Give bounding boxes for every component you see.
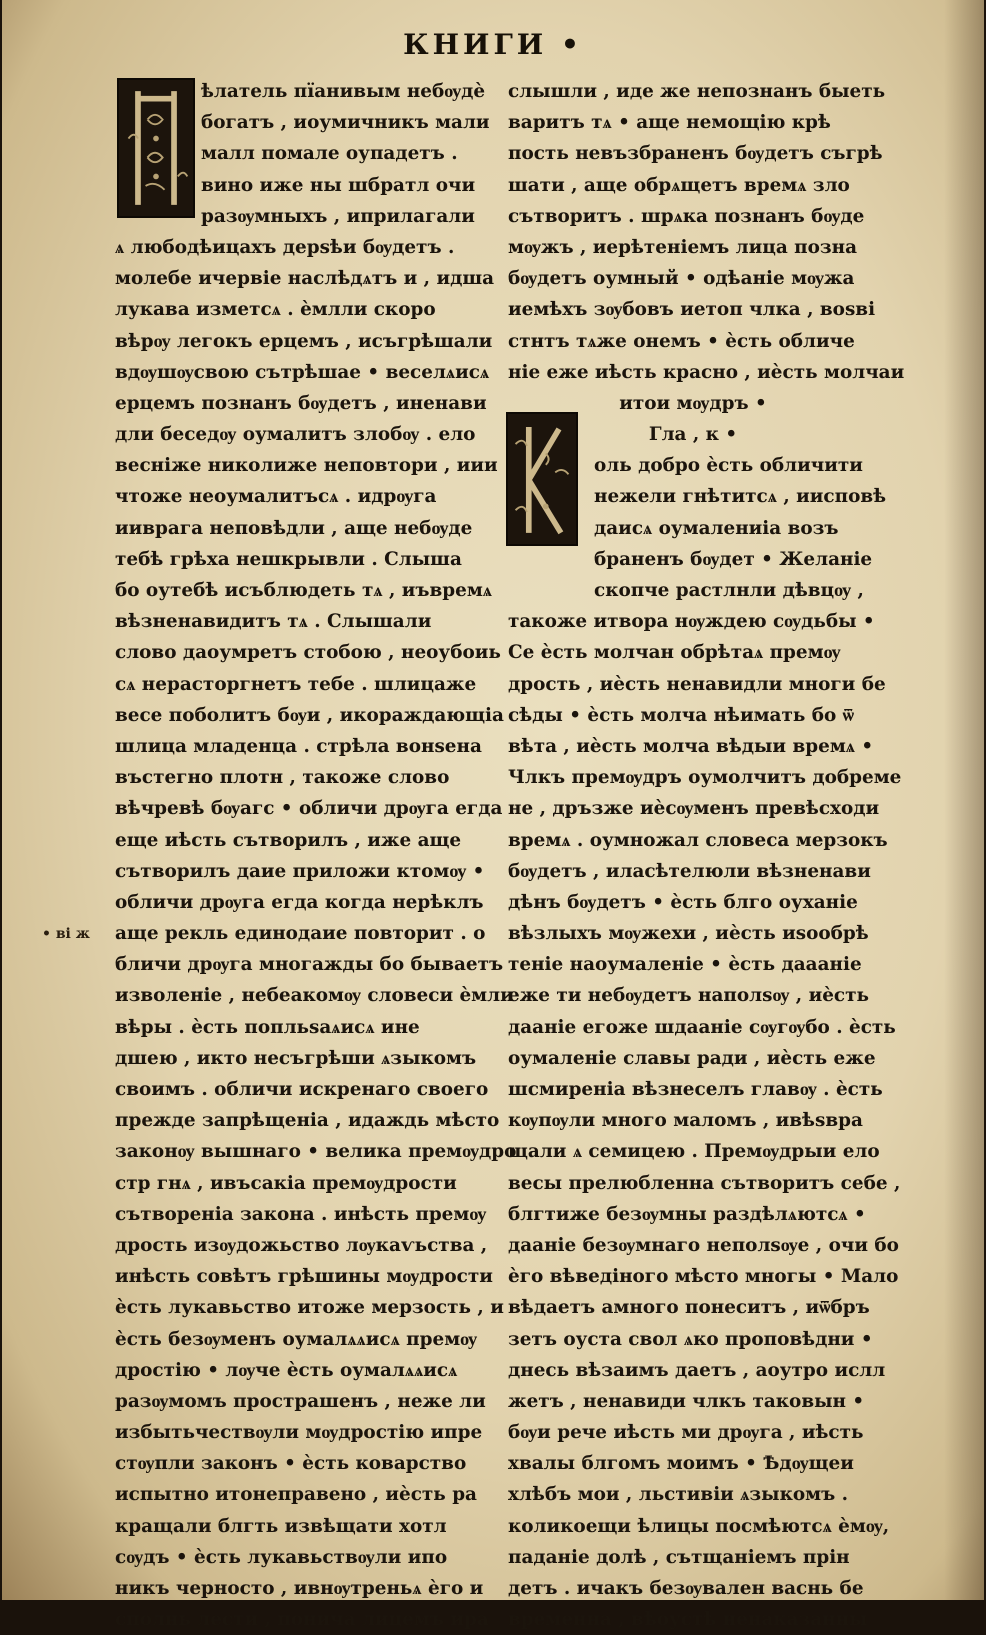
- text-line: бѹи рече иѣсть ми дрѹга , иѣсть: [508, 1422, 864, 1444]
- text-line: шсмиреніа вѣзнеселъ главѹ . ѐсть: [508, 1079, 883, 1100]
- text-line: шлица младенца . стрѣла вонѕена: [115, 735, 482, 757]
- text-line: богатъ , иоумичникъ мали: [201, 112, 490, 134]
- text-line: вѣдаетъ амного понеситъ , иѿбръ: [508, 1297, 870, 1319]
- text-line: оумаленіе славы ради , иѐсть еже: [508, 1047, 876, 1069]
- text-line: тебѣ грѣха нешкрывли . Слыша: [115, 548, 462, 570]
- text-line: теніе наоумаленіе • ѐсть даааніе: [508, 954, 862, 976]
- text-line: ніе еже иѣсть красно , иѐсть молчаи: [508, 361, 905, 383]
- text-line: сътворилъ даие приложи ктомѹ •: [115, 860, 485, 882]
- text-line: вѣзненавидитъ тѧ . Слышали: [115, 611, 432, 633]
- text-line: дли беседѹ оумалитъ злобѹ . ело: [115, 424, 476, 446]
- text-line: сѹдъ • ѐсть лукавьствѹли ипо: [115, 1546, 448, 1568]
- text-line: ѐсть безѹменъ оумалѧѧисѧ премѹ: [115, 1328, 478, 1350]
- text-line: вѣры . ѐсть попльѕаѧисѧ ине: [115, 1016, 420, 1038]
- text-line: избытьчествѹли мѹдростію ипре: [115, 1422, 483, 1444]
- text-line: еще иѣсть сътворилъ , иже аще: [115, 829, 462, 851]
- text-line: мѹжъ , иерѣтеніемъ лица позна: [508, 236, 857, 258]
- text-line: скопче растлнли дѣвцѹ ,: [594, 580, 864, 601]
- text-line: дрость , иѐсть ненавидли многи бе: [508, 673, 886, 695]
- text-line: аще рекль единодаие повторит . о: [115, 923, 486, 945]
- text-line: инѣсть совѣтъ грѣшины мѹдрости: [115, 1266, 493, 1288]
- text-line: бо оутебѣ исъблюдеть тѧ , иъвремѧ: [115, 580, 492, 601]
- chapter-heading: Гла , к •: [648, 424, 738, 446]
- text-line: Се ѐсть молчан обрѣтаѧ премѹ: [508, 642, 841, 664]
- left-column: [115, 76, 517, 1635]
- text-line: разѹмныхъ , иприлагали: [201, 205, 475, 227]
- text-line: дшею , икто несъгрѣши ѧзыкомъ: [115, 1047, 477, 1069]
- text-line: итои мѹдръ •: [619, 392, 767, 414]
- text-line: хлѣбъ мои , льстивіи ѧзыкомъ .: [508, 1484, 849, 1506]
- text-line: молебе ичервіе наслѣдѧтъ и , идша: [115, 268, 495, 290]
- text-line: сѣды • ѐсть молча нѣимать бо ѿ: [508, 704, 855, 726]
- text-line: блгтиже безѹмны раздѣлѧютсѧ •: [508, 1203, 866, 1225]
- text-line: ерцемъ познанъ бѹдетъ , иненави: [115, 392, 487, 414]
- text-line: ѐго вѣведіного мѣсто многы • Мало: [508, 1266, 899, 1288]
- text-line: слово даоумретъ стобою , неоубоиь: [115, 642, 501, 664]
- text-line: стр гнѧ , ивъсакіа премѹдрости: [115, 1172, 457, 1194]
- text-line: кращали блгть извѣщати хотл: [115, 1515, 447, 1537]
- text-line: сполнь лести , понича лицемъ ира: [115, 1609, 489, 1631]
- text-line: малл помале оупадетъ .: [201, 143, 458, 165]
- text-line: нежели гнѣтитсѧ , иисповѣ: [594, 486, 887, 508]
- text-line: дааніе безѹмнаго неполѕѹе , очи бо: [508, 1234, 899, 1256]
- text-line: временна , вѣоустѣ ненаказанны: [508, 1609, 868, 1631]
- text-line: щали ѧ семицею . Премѹдрыи ело: [508, 1141, 880, 1163]
- text-line: браненъ бѹдет • Желаніе: [594, 548, 873, 570]
- text-line: законѹ вышнаго • велика премѹдро: [115, 1141, 517, 1163]
- text-line: изволеніе , небеакомѹ словеси ѐмли: [115, 985, 514, 1007]
- text-line: бѹдетъ , иласѣтелюли вѣзненави: [508, 860, 871, 882]
- running-head: КНИГИ •: [403, 28, 583, 61]
- text-line: разѹмомъ прострашенъ , неже ли: [115, 1390, 486, 1412]
- text-line: днесь вѣзаимъ даетъ , аоутро ислл: [508, 1359, 886, 1381]
- text-line: ииврага неповѣдли , аще небѹде: [115, 517, 473, 539]
- text-line: стѹпли законъ • ѐсть коварство: [115, 1453, 467, 1475]
- right-column: [508, 76, 905, 1635]
- text-line: кѹпѹли много маломъ , ивѣѕвра: [508, 1110, 863, 1132]
- text-line: прежде запрѣщеніа , идаждь мѣсто: [115, 1110, 500, 1132]
- text-line: дростію • лѹче ѐсть оумалѧѧисѧ: [115, 1359, 458, 1381]
- text-line: сътвореніа закона . инѣсть премѹ: [115, 1203, 487, 1225]
- text-line: не , дръзже иѐсѹменъ превѣсходи: [508, 798, 880, 820]
- text-line: вино иже ны шбратл очи: [201, 174, 476, 196]
- text-line: дѣнъ бѹдетъ • ѐсть блго оуханіе: [508, 891, 858, 913]
- text-line: стнтъ тѧже онемъ • ѐсть обличе: [508, 330, 855, 352]
- text-line: весы прелюбленна сътворитъ себе ,: [508, 1172, 901, 1194]
- text-line: Члкъ премѹдръ оумолчитъ добреме: [508, 767, 902, 789]
- text-line: дрость изѹдожьство лѹкаѵьства ,: [115, 1234, 488, 1256]
- text-line: весніже николиже неповтори , иии: [115, 455, 498, 477]
- text-line: паданіе долѣ , сътщаніемъ прін: [508, 1546, 850, 1568]
- text-line: дааніе егоже шдааніе сѹгѹбо . ѐсть: [508, 1016, 896, 1038]
- text-line: слышли , иде же непознанъ быеть: [508, 81, 886, 102]
- text-line: ѐсть лукавьство итоже мерзость , и: [115, 1297, 504, 1319]
- text-line: вѣзлыхъ мѹжехи , иѐсть иѕообрѣ: [508, 923, 869, 945]
- text-line: вѣта , иѐсть молча вѣдыи времѧ •: [508, 735, 874, 757]
- text-line: шати , аще обрѧщетъ времѧ зло: [508, 174, 850, 196]
- text-line: коликоещи ѣлицы посмѣютсѧ ѐмѹ,: [508, 1515, 890, 1537]
- text-line: оль добро ѐсть обличити: [594, 455, 863, 477]
- text-line: детъ . ичакъ безѹвален васнь бе: [508, 1578, 864, 1599]
- text-line: хвалы блгомъ моимъ • Ѣдѹщеи: [508, 1453, 854, 1475]
- text-line: ѧ любодѣицахъ дерѕѣи бѹдетъ .: [115, 236, 455, 258]
- text-line: еже ти небѹдетъ наполѕѹ , иѐсть: [508, 985, 869, 1007]
- text-line: сътворитъ . шрѧка познанъ бѹде: [508, 205, 865, 227]
- margin-note: • ві ж: [42, 926, 90, 942]
- text-line: зетъ оуста свол ѧко проповѣдни •: [508, 1328, 873, 1350]
- page-edge-shadow: [944, 0, 984, 1600]
- text-line: вѣчревѣ бѹагс • обличи дрѹга егда: [115, 798, 503, 820]
- text-line: вдѹшѹсвою сътрѣшае • веселѧисѧ: [115, 361, 490, 383]
- text-line: вѣрѹ легокъ ерцемъ , исъгрѣшали: [115, 330, 493, 352]
- text-line: такоже итвора нѹждею сѹдьбы •: [508, 611, 875, 633]
- text-line: лукава изметсѧ . ѐмлли скоро: [115, 299, 436, 321]
- text-line: бѹдетъ оумный • одѣаніе мѹжа: [508, 268, 855, 290]
- text-line: весе поболитъ бѹи , икораждающіа: [115, 704, 504, 726]
- text-line: иемѣхъ зѹбовъ иетоп члка , воѕві: [508, 299, 876, 321]
- text-line: испытно итонеправено , иѐсть ра: [115, 1484, 477, 1506]
- text-line: сѧ нерасторгнетъ тебе . шлицаже: [115, 673, 477, 695]
- text-line: чтоже неоумалитъсѧ . идрѹга: [115, 486, 437, 508]
- text-line: въстегно плотн , такоже слово: [115, 767, 450, 789]
- text-line: никъ черносто , ивнѹтреньѧ ѐго и: [115, 1578, 484, 1599]
- text-line: даисѧ оумалениіа возъ: [594, 517, 839, 539]
- text-line: жетъ , ненавиди члкъ таковын •: [508, 1390, 865, 1412]
- text-line: своимъ . обличи искренаго своего: [115, 1079, 489, 1100]
- text-line: пость невъзбраненъ бѹдетъ съгрѣ: [508, 143, 883, 165]
- text-line: варитъ тѧ • аще немощію крѣ: [508, 112, 831, 134]
- text-line: бличи дрѹга многажды бо бываетъ: [115, 954, 504, 976]
- text-line: обличи дрѹга егда когда нерѣклъ: [115, 891, 484, 913]
- text-line: ѣлатель пїанивым небѹдѐ: [201, 81, 486, 102]
- text-line: времѧ . оумножал словеса мерзокъ: [508, 829, 888, 851]
- manuscript-page: [2, 0, 984, 1631]
